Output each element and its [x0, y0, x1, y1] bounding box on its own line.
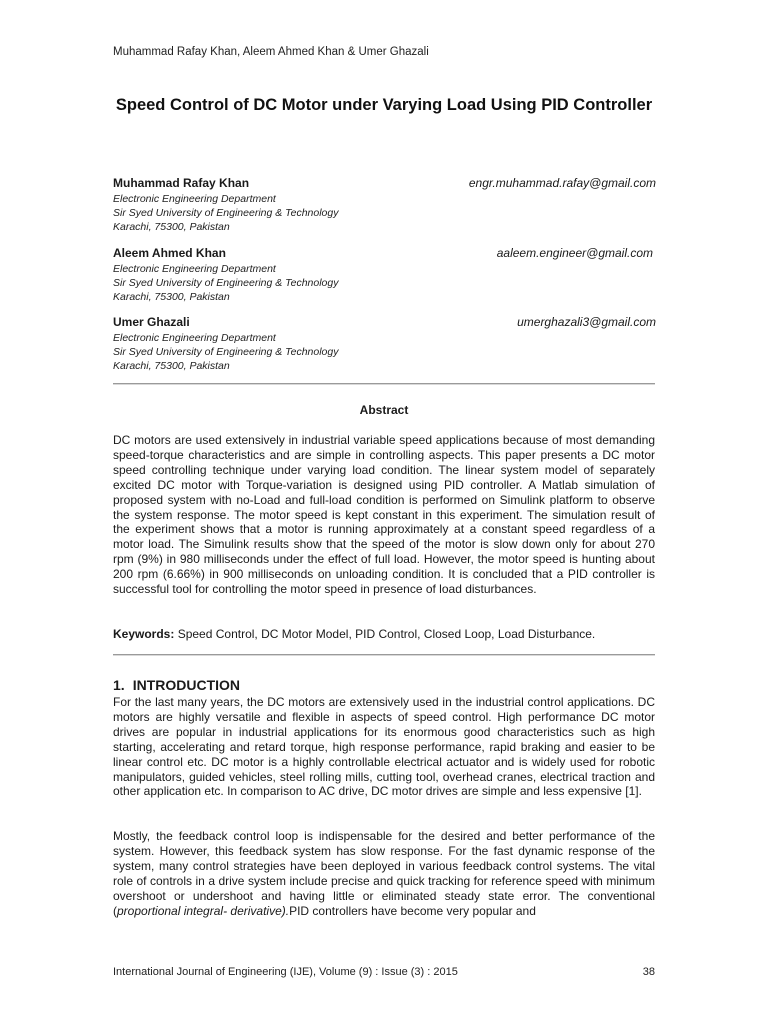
author-department: Electronic Engineering Department: [113, 332, 276, 344]
author-city: Karachi, 75300, Pakistan: [113, 360, 230, 372]
intro-paragraph: [113, 829, 655, 918]
divider-rule: [113, 383, 655, 385]
author-email[interactable]: aaleem.engineer@gmail.com: [496, 246, 653, 260]
author-department: Electronic Engineering Department: [113, 193, 276, 205]
author-block: [113, 176, 656, 234]
author-email[interactable]: engr.muhammad.rafay@gmail.com: [468, 176, 656, 190]
author-university: Sir Syed University of Engineering & Technology: [113, 346, 339, 358]
intro-paragraph: For the last many years, the DC motors are extensively used in the industrial control applications. DC motors are highly versatile and flexible in aspects of speed control. High performance DC motor drives are popular in industrial applications for its enormous good characteristics such as high starting, accelerating and retard torque, high response performance, rapid braking and easier to be linear control etc. DC motor is a highly controllable electrical actuator and is widely used for robotic manipulators, guided vehicles, steel rolling mills, cutting tool, overhead cranes, electrical traction and other application etc. In comparison to AC drive, DC motor drives are simple and less expensive [1].: [113, 695, 655, 799]
author-university: Sir Syed University of Engineering & Technology: [113, 207, 339, 219]
section-heading: [113, 677, 240, 693]
paper-title: Speed Control of DC Motor under Varying Load Using PID Controller: [115, 96, 653, 114]
author-city: Karachi, 75300, Pakistan: [113, 291, 230, 303]
intro-text: PID controllers have become very popular and: [289, 903, 536, 918]
page-number: 38: [642, 966, 655, 978]
author-university: Sir Syed University of Engineering & Technology: [113, 277, 339, 289]
abstract-heading: Abstract: [359, 403, 409, 417]
keywords: [113, 627, 655, 641]
section-number: 1.: [113, 677, 125, 693]
abstract-text: DC motors are used extensively in industrial variable speed applications because of most demanding speed-torque characteristics and are simple in controlling aspects. This paper presents a DC motor speed controlling technique under varying load condition. The linear system model of separately excited DC motor with Torque-variation is designed using PID controller. A Matlab simulation of proposed system with no-Load and full-load condition is performed on Simulink platform to observe the system response. The motor speed is kept constant in this experiment. The simulation result of the experiment shows that a motor is running approximately at a constant speed regardless of a motor load. The Simulink results show that the speed of the motor is slow down only for about 270 rpm (9%) in 980 milliseconds under the effect of full load. However, the motor speed is hunting about 200 rpm (6.66%) in 900 milliseconds on unloading condition. It is concluded that a PID controller is successful tool for controlling the motor speed in presence of load disturbances.: [113, 433, 655, 597]
intro-text: Mostly, the feedback control loop is indispensable for the desired and better performance of the system. However, this feedback system has slow response. For the fast dynamic response of the system, many control strategies have been deployed in various feedback control systems. The vital role of controls in a drive system include precise and quick tracking for reference speed with minimum overshoot or undershoot and having little or eliminated steady state error. The conventional (: [113, 829, 655, 918]
divider-rule: [113, 654, 655, 656]
author-email[interactable]: umerghazali3@gmail.com: [517, 315, 656, 329]
footer-journal: International Journal of Engineering (IJE), Volume (9) : Issue (3) : 2015: [113, 966, 458, 978]
running-head: Muhammad Rafay Khan, Aleem Ahmed Khan & Umer Ghazali: [113, 46, 429, 58]
author-name: Muhammad Rafay Khan: [113, 176, 250, 190]
author-name: Umer Ghazali: [113, 315, 190, 329]
author-name: Aleem Ahmed Khan: [113, 246, 226, 260]
author-department: Electronic Engineering Department: [113, 263, 276, 275]
author-block: [113, 246, 656, 304]
intro-italic-text: proportional integral- derivative).: [117, 903, 290, 918]
section-title: INTRODUCTION: [132, 677, 241, 693]
keywords-label: Keywords:: [113, 627, 175, 641]
author-block: [113, 315, 656, 373]
author-city: Karachi, 75300, Pakistan: [113, 221, 230, 233]
keywords-text: Speed Control, DC Motor Model, PID Control, Closed Loop, Load Disturbance.: [177, 627, 596, 641]
